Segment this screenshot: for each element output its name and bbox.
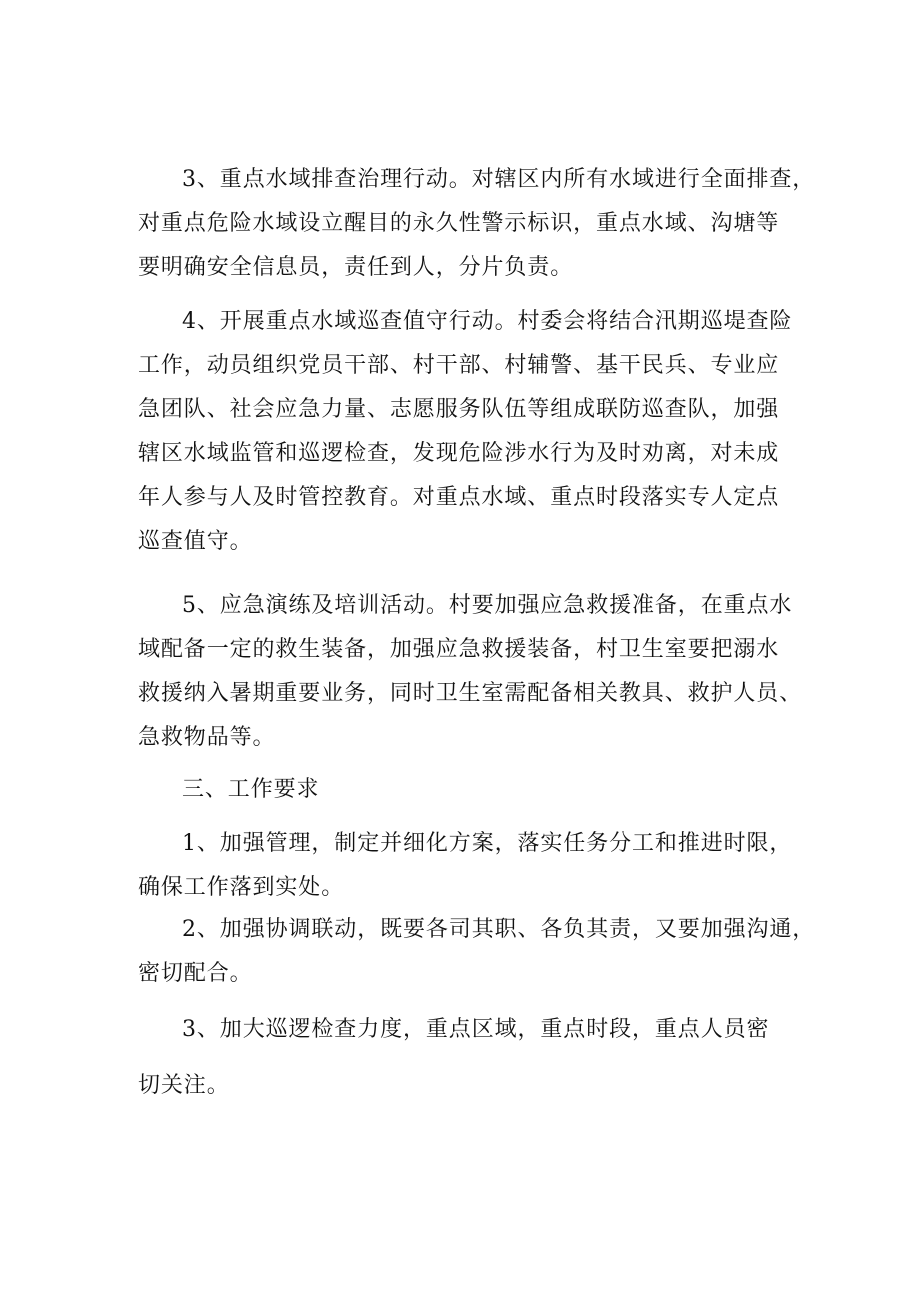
paragraph-drills (138, 584, 802, 760)
paragraph-line: 3、加大巡逻检查力度，重点区域，重点时段，重点人员密 (182, 1017, 770, 1042)
section-heading-requirements (138, 768, 802, 812)
paragraph-water-survey (138, 158, 816, 290)
paragraph-line: 急救物品等。 (138, 725, 276, 750)
paragraph-line: 对重点危险水域设立醒目的永久性警示标识，重点水域、沟塘等 (138, 211, 780, 236)
paragraph-line: 3、重点水域排查治理行动。对辖区内所有水域进行全面排查， (182, 167, 816, 192)
paragraph-line: 4、开展重点水域巡查值守行动。村委会将结合汛期巡堤查险 (182, 309, 793, 334)
paragraph-line: 5、应急演练及培训活动。村要加强应急救援准备，在重点水 (182, 593, 793, 618)
paragraph-requirement-1 (138, 822, 802, 910)
paragraph-line: 巡查值守。 (138, 529, 253, 554)
paragraph-line: 切关注。 (138, 1073, 230, 1098)
paragraph-line: 密切配合。 (138, 961, 253, 986)
paragraph-line: 1、加强管理，制定并细化方案，落实任务分工和推进时限， (182, 831, 793, 856)
paragraph-patrol (138, 300, 802, 564)
paragraph-line: 工作，动员组织党员干部、村干部、村辅警、基干民兵、专业应 (138, 353, 780, 378)
paragraph-line: 救援纳入暑期重要业务，同时卫生室需配备相关教具、救护人员、 (138, 681, 803, 706)
paragraph-line: 2、加强协调联动，既要各司其职、各负其责，又要加强沟通， (182, 917, 816, 942)
paragraph-line: 确保工作落到实处。 (138, 875, 345, 900)
paragraph-line: 域配备一定的救生装备，加强应急救援装备，村卫生室要把溺水 (138, 637, 780, 662)
paragraph-line: 辖区水域监管和巡逻检查，发现危险涉水行为及时劝离，对未成 (138, 441, 780, 466)
paragraph-line: 年人参与人及时管控教育。对重点水域、重点时段落实专人定点 (138, 485, 780, 510)
section-heading: 三、工作要求 (182, 777, 320, 802)
paragraph-line: 急团队、社会应急力量、志愿服务队伍等组成联防巡查队，加强 (138, 397, 780, 422)
paragraph-requirement-2 (138, 908, 816, 996)
paragraph-requirement-3 (138, 1008, 802, 1108)
paragraph-line: 要明确安全信息员，责任到人，分片负责。 (138, 255, 574, 280)
